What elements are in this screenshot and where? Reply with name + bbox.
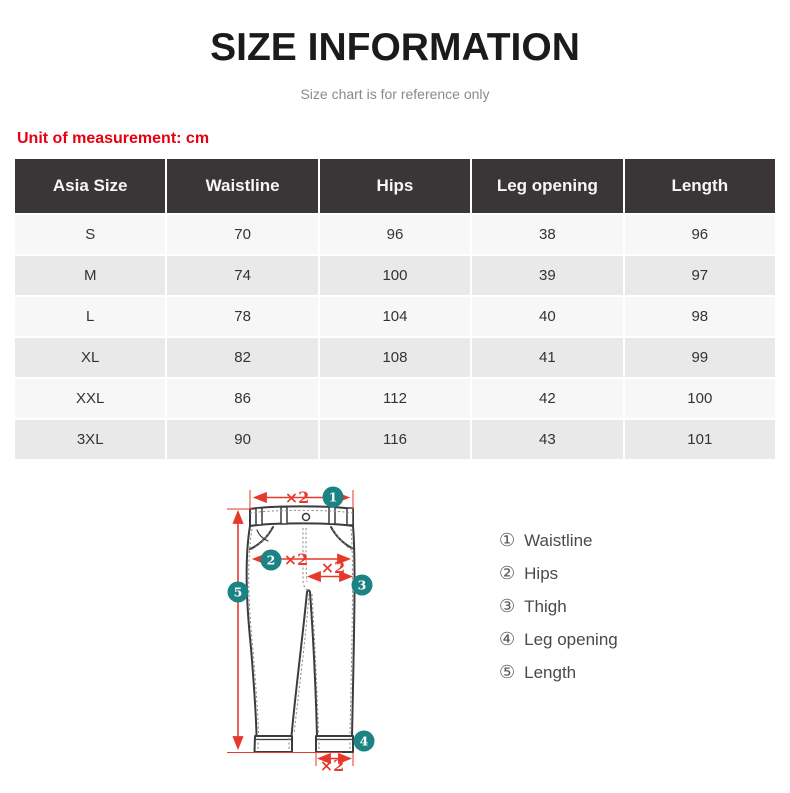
- legend-label: Thigh: [524, 596, 567, 616]
- svg-text:1: 1: [328, 489, 338, 505]
- cell-length: 97: [625, 256, 775, 295]
- svg-text:5: 5: [233, 584, 243, 600]
- page-subtitle: Size chart is for reference only: [300, 86, 490, 102]
- cell-length: 96: [625, 215, 775, 254]
- cell-waistline: 70: [167, 215, 317, 254]
- unit-of-measurement-note: Unit of measurement: cm: [17, 130, 210, 147]
- thigh-multiplier-label: ×2: [320, 558, 346, 577]
- cell-size: 3XL: [15, 420, 165, 459]
- legend-item-leg-opening: [499, 623, 618, 656]
- table-row-xl: [15, 338, 775, 377]
- circled-2-icon: ②: [499, 562, 516, 584]
- legend-label: Leg opening: [524, 629, 618, 649]
- cell-leg-opening: 39: [472, 256, 622, 295]
- measurement-legend: [499, 524, 618, 689]
- cell-waistline: 90: [167, 420, 317, 459]
- svg-text:2: 2: [266, 552, 276, 568]
- column-header-leg-opening: Leg opening: [472, 159, 622, 213]
- cell-leg-opening: 41: [472, 338, 622, 377]
- legend-item-waistline: [499, 524, 618, 557]
- length-marker-badge: [228, 582, 249, 603]
- legend-label: Hips: [524, 563, 559, 583]
- column-header-hips: Hips: [320, 159, 470, 213]
- cell-leg-opening: 42: [472, 379, 622, 418]
- cell-waistline: 82: [167, 338, 317, 377]
- cell-waistline: 78: [167, 297, 317, 336]
- cell-leg-opening: 38: [472, 215, 622, 254]
- cell-hips: 100: [320, 256, 470, 295]
- header-row: [15, 159, 775, 213]
- pants-stitching: [249, 510, 353, 750]
- circled-1-icon: ①: [499, 529, 516, 551]
- cell-length: 101: [625, 420, 775, 459]
- cell-length: 99: [625, 338, 775, 377]
- multiplier-labels: [284, 488, 346, 775]
- legend-item-hips: [499, 557, 618, 590]
- table-row-3xl: [15, 420, 775, 459]
- legend-label: Waistline: [524, 530, 593, 550]
- legend-item-length: [499, 656, 618, 689]
- cell-hips: 116: [320, 420, 470, 459]
- circled-4-icon: ④: [499, 628, 516, 650]
- cell-leg-opening: 43: [472, 420, 622, 459]
- cell-size: XXL: [15, 379, 165, 418]
- table-row-xxl: [15, 379, 775, 418]
- svg-text:3: 3: [357, 577, 367, 593]
- column-header-waistline: Waistline: [167, 159, 317, 213]
- waistline-marker-badge: [323, 487, 344, 508]
- cell-size: XL: [15, 338, 165, 377]
- cell-waistline: 86: [167, 379, 317, 418]
- circled-3-icon: ③: [499, 595, 516, 617]
- size-table-header: [15, 159, 775, 213]
- waistline-multiplier-label: ×2: [284, 488, 310, 507]
- cell-waistline: 74: [167, 256, 317, 295]
- size-table: [13, 157, 777, 461]
- table-row-s: [15, 215, 775, 254]
- cell-hips: 108: [320, 338, 470, 377]
- size-table-body: [15, 215, 775, 459]
- leg-opening-multiplier-label: ×2: [319, 756, 345, 775]
- cell-length: 98: [625, 297, 775, 336]
- cell-size: L: [15, 297, 165, 336]
- cell-hips: 112: [320, 379, 470, 418]
- cell-size: S: [15, 215, 165, 254]
- pants-outline-drawing: [247, 506, 355, 752]
- hips-multiplier-label: ×2: [283, 550, 309, 569]
- circled-5-icon: ⑤: [499, 661, 516, 683]
- hips-marker-badge: [261, 550, 282, 571]
- table-row-m: [15, 256, 775, 295]
- cell-leg-opening: 40: [472, 297, 622, 336]
- leg-opening-marker-badge: [354, 731, 375, 752]
- cell-hips: 96: [320, 215, 470, 254]
- column-header-asia-size: Asia Size: [15, 159, 165, 213]
- pants-measurement-diagram: [0, 470, 790, 793]
- column-header-length: Length: [625, 159, 775, 213]
- thigh-marker-badge: [352, 575, 373, 596]
- cell-length: 100: [625, 379, 775, 418]
- cell-size: M: [15, 256, 165, 295]
- legend-item-thigh: [499, 590, 618, 623]
- svg-text:4: 4: [359, 733, 369, 749]
- page-title: SIZE INFORMATION: [210, 26, 580, 69]
- cell-hips: 104: [320, 297, 470, 336]
- legend-label: Length: [524, 662, 577, 682]
- table-row-l: [15, 297, 775, 336]
